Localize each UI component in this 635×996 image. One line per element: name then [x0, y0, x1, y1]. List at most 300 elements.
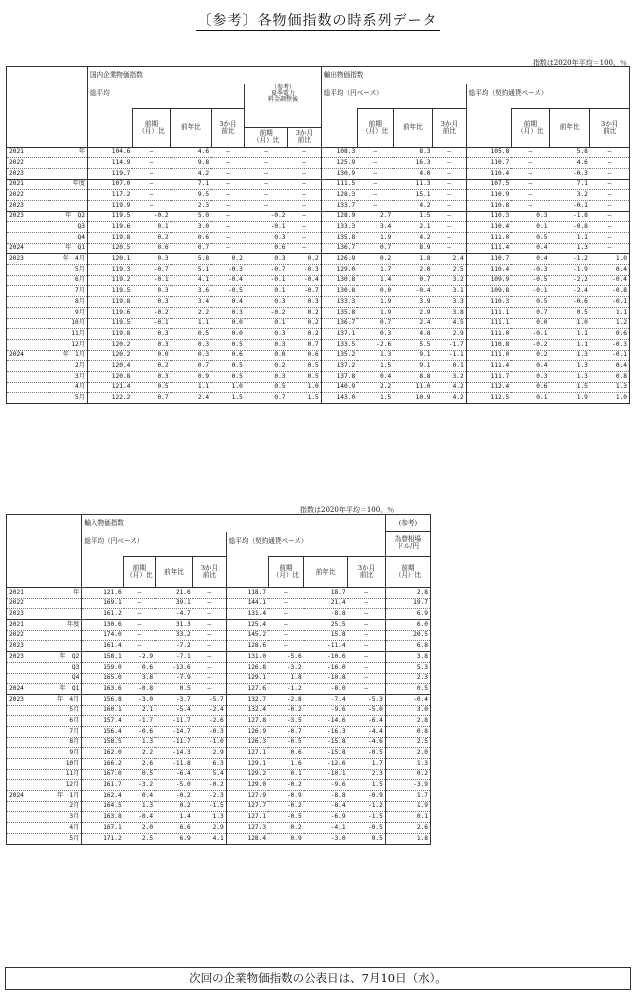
table-cell: 163.6 [82, 684, 124, 695]
table-cell: — [433, 233, 467, 244]
table-cell: -0.5 [348, 748, 386, 759]
table-cell: 129.1 [226, 759, 268, 770]
table-cell: 2.0 [385, 748, 430, 759]
table-cell: -3.9 [385, 780, 430, 791]
row-label: Q4 [49, 233, 87, 244]
table-cell: 0.4 [124, 791, 155, 802]
table-cell: — [433, 243, 467, 254]
row-label: 2023 [7, 211, 50, 222]
table-cell: 117.2 [87, 190, 132, 201]
table-cell: 0.7 [393, 275, 432, 286]
table-row [7, 705, 431, 716]
table-cell: -0.4 [288, 275, 322, 286]
row-label [7, 233, 50, 244]
table-cell: 119.8 [87, 297, 132, 308]
table-cell: 4.2 [433, 382, 467, 393]
table-cell: 0.3 [132, 339, 170, 350]
table-row [7, 609, 431, 620]
table-cell: 0.3 [132, 286, 170, 297]
table-row [7, 694, 431, 705]
table-cell: 1.7 [348, 759, 386, 770]
table-cell: 162.0 [82, 748, 124, 759]
table-cell: -0.3 [193, 726, 226, 737]
table-cell: 127.9 [226, 791, 268, 802]
table-cell: 0.3 [211, 307, 245, 318]
row-label: 年 1月 [49, 350, 87, 361]
table-cell: 0.0 [211, 329, 245, 340]
table-cell: 171.2 [82, 833, 124, 844]
header-imp-3m: 3か月 前比 [193, 557, 226, 588]
table-cell: 111.1 [466, 318, 511, 329]
table-cell: 11.0 [393, 382, 432, 393]
table-cell: -2.6 [357, 339, 393, 350]
table-cell: -14.6 [304, 716, 348, 727]
table-cell: — [511, 190, 549, 201]
table-cell: 0.5 [245, 382, 288, 393]
table-cell: 0.5 [549, 307, 589, 318]
table-cell: 129.0 [226, 780, 268, 791]
table-cell: -0.2 [132, 211, 170, 222]
table-cell: -0.3 [288, 265, 322, 276]
table-cell: 1.5 [348, 780, 386, 791]
table-cell: 0.4 [590, 265, 630, 276]
table-cell: 120.1 [87, 254, 132, 265]
table-cell: — [132, 190, 170, 201]
table-cell: 1.0 [590, 254, 630, 265]
table-cell: 158.5 [82, 737, 124, 748]
table-cell: -3.2 [268, 662, 304, 673]
table-cell: -0.8 [124, 684, 155, 695]
row-label [46, 609, 82, 620]
table-cell: -5.3 [348, 694, 386, 705]
table-cell: 0.3 [171, 350, 211, 361]
table-cell: — [193, 684, 226, 695]
row-label: 年 Q2 [46, 652, 82, 663]
table-cell: -0.5 [268, 737, 304, 748]
table-cell: — [132, 158, 170, 169]
row-label: 10月 [49, 318, 87, 329]
table-cell: 20.5 [385, 630, 430, 641]
table-row [7, 243, 630, 254]
table-cell: -0.9 [268, 791, 304, 802]
table-cell: -0.1 [511, 329, 549, 340]
table-cell: 1.0 [549, 318, 589, 329]
table-cell: -2.8 [268, 694, 304, 705]
table-cell: 0.3 [132, 371, 170, 382]
table-cell: 1.3 [124, 737, 155, 748]
table-cell: 5.0 [171, 211, 211, 222]
table-cell: — [433, 168, 467, 179]
row-label [7, 801, 47, 812]
table-cell: 2.4 [393, 318, 432, 329]
table-cell: 111.0 [466, 233, 511, 244]
row-label [7, 769, 47, 780]
row-label [7, 297, 50, 308]
table-cell: 0.4 [511, 243, 549, 254]
table-cell: 109.8 [466, 286, 511, 297]
row-label: 2月 [46, 801, 82, 812]
row-label [49, 158, 87, 169]
table-cell: 0.3 [245, 297, 288, 308]
table-row [7, 833, 431, 844]
header-imp-mom: 前期 （月）比 [124, 557, 155, 588]
table-cell: 1.4 [155, 812, 193, 823]
table-row [7, 630, 431, 641]
table-cell: -0.4 [590, 275, 630, 286]
table-cell: 126.3 [226, 737, 268, 748]
table-cell: — [288, 168, 322, 179]
table-cell: — [211, 233, 245, 244]
table-cell: 0.3 [245, 329, 288, 340]
row-label [49, 168, 87, 179]
table-cell: -0.5 [511, 275, 549, 286]
table-cell: -8.8 [304, 609, 348, 620]
table-cell: — [132, 179, 170, 190]
table-cell: 0.8 [385, 726, 430, 737]
header-export: 輸出物価指数 [321, 67, 629, 84]
table-cell: -10.1 [304, 769, 348, 780]
table-cell: — [211, 158, 245, 169]
table-cell: -8.4 [304, 801, 348, 812]
table-cell: 111.0 [466, 350, 511, 361]
row-label: 2021 [7, 179, 50, 190]
table-cell: 1.9 [357, 307, 393, 318]
table-cell: 161.2 [82, 609, 124, 620]
table-cell: 4.1 [193, 833, 226, 844]
row-label: 7月 [49, 286, 87, 297]
table-cell: 110.4 [466, 222, 511, 233]
row-label: 2022 [7, 630, 47, 641]
table-row [7, 759, 431, 770]
table-cell: -0.4 [211, 275, 245, 286]
header-exp-mom: 前期 （月）比 [357, 109, 393, 148]
table-cell: 0.5 [132, 382, 170, 393]
row-label: 年 4月 [46, 694, 82, 705]
table-cell: 1.9 [357, 297, 393, 308]
header-import-yen: 総平均（円ベース） [82, 532, 226, 557]
header-export-contract: 総平均（契約通貨ベース） [466, 84, 629, 109]
table-cell: 1.5 [357, 361, 393, 372]
table-cell: 125.4 [226, 620, 268, 631]
row-label [7, 812, 47, 823]
table-row [7, 673, 431, 684]
table-cell: -0.7 [245, 265, 288, 276]
table-cell: 0.2 [288, 329, 322, 340]
table-row [7, 371, 630, 382]
table-cell: — [211, 211, 245, 222]
table-cell: -0.1 [590, 350, 630, 361]
table-row [7, 158, 630, 169]
table-cell: 0.3 [288, 297, 322, 308]
row-label: 2021 [7, 588, 47, 599]
table-cell: 156.8 [82, 694, 124, 705]
table-cell: — [590, 179, 630, 190]
row-label: 年 [46, 588, 82, 599]
table-cell: 161.7 [82, 780, 124, 791]
table-cell: — [245, 168, 288, 179]
table-cell: 165.0 [82, 673, 124, 684]
table-cell: -8.0 [304, 684, 348, 695]
row-label [7, 318, 50, 329]
header-imp-yoy: 前年比 [155, 557, 193, 588]
table-cell: — [348, 673, 386, 684]
table-cell: -0.3 [211, 265, 245, 276]
table-cell: 1.5 [357, 393, 393, 404]
table-cell: — [193, 641, 226, 652]
table-cell: -15.8 [304, 748, 348, 759]
table-cell: — [590, 158, 630, 169]
header-impc-mom: 前期 （月）比 [268, 557, 304, 588]
table-cell: 1.3 [549, 350, 589, 361]
table-cell: 0.5 [348, 833, 386, 844]
row-label: 5月 [46, 705, 82, 716]
table-cell: 158.1 [82, 652, 124, 663]
table-cell: 0.5 [155, 684, 193, 695]
table-cell: 2.6 [385, 823, 430, 834]
table-cell: 21.6 [155, 588, 193, 599]
table-cell: 0.3 [511, 371, 549, 382]
table-cell: 0.1 [511, 393, 549, 404]
table-cell: 0.1 [511, 222, 549, 233]
row-label: 2024 [7, 350, 50, 361]
header-dom-3m: 3か月 前比 [211, 109, 245, 148]
row-label [7, 329, 50, 340]
table-cell: 128.6 [226, 641, 268, 652]
table-cell: 2.1 [124, 705, 155, 716]
table-cell: 119.6 [87, 222, 132, 233]
table-cell: 2.8 [385, 588, 430, 599]
table-cell: -2.6 [193, 716, 226, 727]
row-label: 12月 [49, 339, 87, 350]
table-cell: 2.9 [193, 823, 226, 834]
table-cell: 127.7 [226, 801, 268, 812]
table-cell: 0.5 [288, 361, 322, 372]
table-cell: 160.1 [82, 705, 124, 716]
table-cell: 6.3 [193, 759, 226, 770]
table-cell: -0.4 [385, 694, 430, 705]
table-cell: 128.9 [321, 211, 357, 222]
table-cell: -6.4 [155, 769, 193, 780]
table-row [7, 769, 431, 780]
table-cell: 0.4 [211, 297, 245, 308]
row-label [49, 200, 87, 211]
table-row [7, 339, 630, 350]
table-cell: -0.7 [288, 286, 322, 297]
row-label-header-2 [7, 515, 82, 588]
table-cell: 133.7 [321, 200, 357, 211]
table-cell: 0.6 [171, 233, 211, 244]
header-fx-usd-jpy: 為替相場 ドル/円 [385, 532, 430, 557]
table-cell: -10.8 [304, 673, 348, 684]
table-cell: -9.6 [304, 705, 348, 716]
row-label: Q3 [49, 222, 87, 233]
table-cell: — [348, 620, 386, 631]
table-cell: 1.6 [268, 759, 304, 770]
table-cell: 120.2 [87, 339, 132, 350]
table-row [7, 297, 630, 308]
table-cell: -0.2 [155, 791, 193, 802]
table-cell: 2.2 [171, 307, 211, 318]
header-impc-3m: 3か月 前比 [348, 557, 386, 588]
table-cell: -1.1 [433, 350, 467, 361]
base-note-2: 指数は2020年平均＝100、％ [300, 506, 395, 514]
header-dom-yoy: 前年比 [171, 109, 211, 148]
row-label: 11月 [49, 329, 87, 340]
table-cell: -7.9 [155, 673, 193, 684]
table-cell: — [348, 652, 386, 663]
row-label: 2月 [49, 361, 87, 372]
row-label: 2023 [7, 652, 47, 663]
table-cell: — [124, 598, 155, 609]
table-cell: -0.5 [211, 286, 245, 297]
table-cell: -1.2 [549, 254, 589, 265]
table-cell: -3.0 [304, 833, 348, 844]
table-row [7, 726, 431, 737]
header-domestic: 国内企業物価指数 [87, 67, 321, 84]
table-cell: -11.7 [155, 716, 193, 727]
table-cell: 6.8 [385, 641, 430, 652]
table-cell: 127.1 [226, 748, 268, 759]
table-cell: -0.7 [132, 265, 170, 276]
header-impc-yoy: 前年比 [304, 557, 348, 588]
table-cell: 0.4 [511, 361, 549, 372]
table-cell: 1.1 [590, 307, 630, 318]
table-cell: 2.2 [357, 382, 393, 393]
row-label [46, 598, 82, 609]
table-cell: 1.7 [385, 791, 430, 802]
table-cell: — [348, 684, 386, 695]
table-domestic-export-prices [6, 66, 630, 404]
table-cell: 128.3 [321, 190, 357, 201]
table-row [7, 812, 431, 823]
table-row [7, 801, 431, 812]
table-cell: 130.8 [321, 286, 357, 297]
table-cell: 0.9 [268, 833, 304, 844]
table-cell: -0.4 [393, 286, 432, 297]
table-cell: -0.1 [245, 275, 288, 286]
table-cell: -0.6 [124, 726, 155, 737]
table-cell: -0.3 [511, 265, 549, 276]
table-cell: — [348, 609, 386, 620]
table-cell: 1.4 [357, 275, 393, 286]
table-cell: 7.1 [549, 179, 589, 190]
table-cell: 0.6 [211, 350, 245, 361]
table-row [7, 823, 431, 834]
row-label: 3月 [46, 812, 82, 823]
table-cell: 169.1 [82, 598, 124, 609]
table-row [7, 318, 630, 329]
table-cell: -14.7 [155, 726, 193, 737]
table-cell: 137.1 [321, 329, 357, 340]
table-cell: — [124, 588, 155, 599]
table-cell: 110.3 [466, 297, 511, 308]
row-label [7, 382, 50, 393]
table-cell: — [193, 609, 226, 620]
table-cell: 0.5 [124, 769, 155, 780]
table-cell: 9.8 [171, 158, 211, 169]
table-cell: 3.3 [433, 297, 467, 308]
table-row [7, 620, 431, 631]
row-label: 6月 [46, 716, 82, 727]
row-label [7, 662, 47, 673]
table-cell: -0.6 [549, 297, 589, 308]
table-cell: — [348, 588, 386, 599]
row-label: Q4 [46, 673, 82, 684]
header-expc-mom: 前期 （月）比 [511, 109, 549, 148]
table-cell: — [245, 179, 288, 190]
header-ref-3m: 3か月 前比 [288, 127, 322, 147]
table-row [7, 382, 630, 393]
table-cell: — [288, 200, 322, 211]
table-cell: 2.4 [433, 254, 467, 265]
table-cell: -0.2 [245, 307, 288, 318]
table-cell: — [348, 630, 386, 641]
table-cell: -1.0 [193, 737, 226, 748]
table-cell: 16.3 [393, 158, 432, 169]
row-label [7, 748, 47, 759]
table-cell: 3.0 [385, 705, 430, 716]
table-cell: -0.8 [590, 286, 630, 297]
table-cell: — [211, 200, 245, 211]
table-cell: -0.2 [132, 307, 170, 318]
row-label [7, 716, 47, 727]
row-label: 8月 [46, 737, 82, 748]
table-cell: -0.2 [193, 780, 226, 791]
table-cell: 0.8 [590, 371, 630, 382]
table-cell: 15.1 [393, 190, 432, 201]
table-cell: — [590, 190, 630, 201]
table-cell: -0.8 [549, 222, 589, 233]
table-cell: 3.4 [357, 222, 393, 233]
row-label: 2023 [7, 694, 47, 705]
row-label [7, 286, 50, 297]
row-label: Q3 [46, 662, 82, 673]
table-cell: 2.6 [124, 759, 155, 770]
header-expc-yoy: 前年比 [549, 109, 589, 148]
table-cell: 8.9 [393, 243, 432, 254]
table-cell: 0.7 [288, 339, 322, 350]
table-row [7, 791, 431, 802]
table-cell: — [193, 662, 226, 673]
table-cell: — [193, 598, 226, 609]
table-cell: — [511, 158, 549, 169]
table-cell: 0.3 [132, 297, 170, 308]
table-cell: — [511, 168, 549, 179]
table-cell: 0.4 [590, 361, 630, 372]
table-cell: -2.9 [124, 652, 155, 663]
table-cell: 122.2 [87, 393, 132, 404]
table-cell: — [132, 147, 170, 158]
table-cell: 2.2 [124, 748, 155, 759]
table-cell: -1.5 [193, 801, 226, 812]
header-reference: (参考) [385, 515, 430, 532]
table-cell: 0.0 [245, 350, 288, 361]
table-cell: 0.2 [288, 307, 322, 318]
table-cell: 143.0 [321, 393, 357, 404]
table-cell: 0.2 [155, 801, 193, 812]
table-cell: 0.5 [511, 233, 549, 244]
table-cell: -5.6 [268, 652, 304, 663]
table-cell: -3.2 [124, 780, 155, 791]
header-ref-mom: 前期 （月）比 [245, 127, 288, 147]
table-cell: 135.8 [321, 307, 357, 318]
table-cell: — [268, 630, 304, 641]
table-cell: 126.9 [226, 726, 268, 737]
table-cell: 111.5 [321, 179, 357, 190]
table-cell: 0.6 [124, 662, 155, 673]
table-cell: -5.4 [155, 705, 193, 716]
table-cell: 0.6 [268, 748, 304, 759]
